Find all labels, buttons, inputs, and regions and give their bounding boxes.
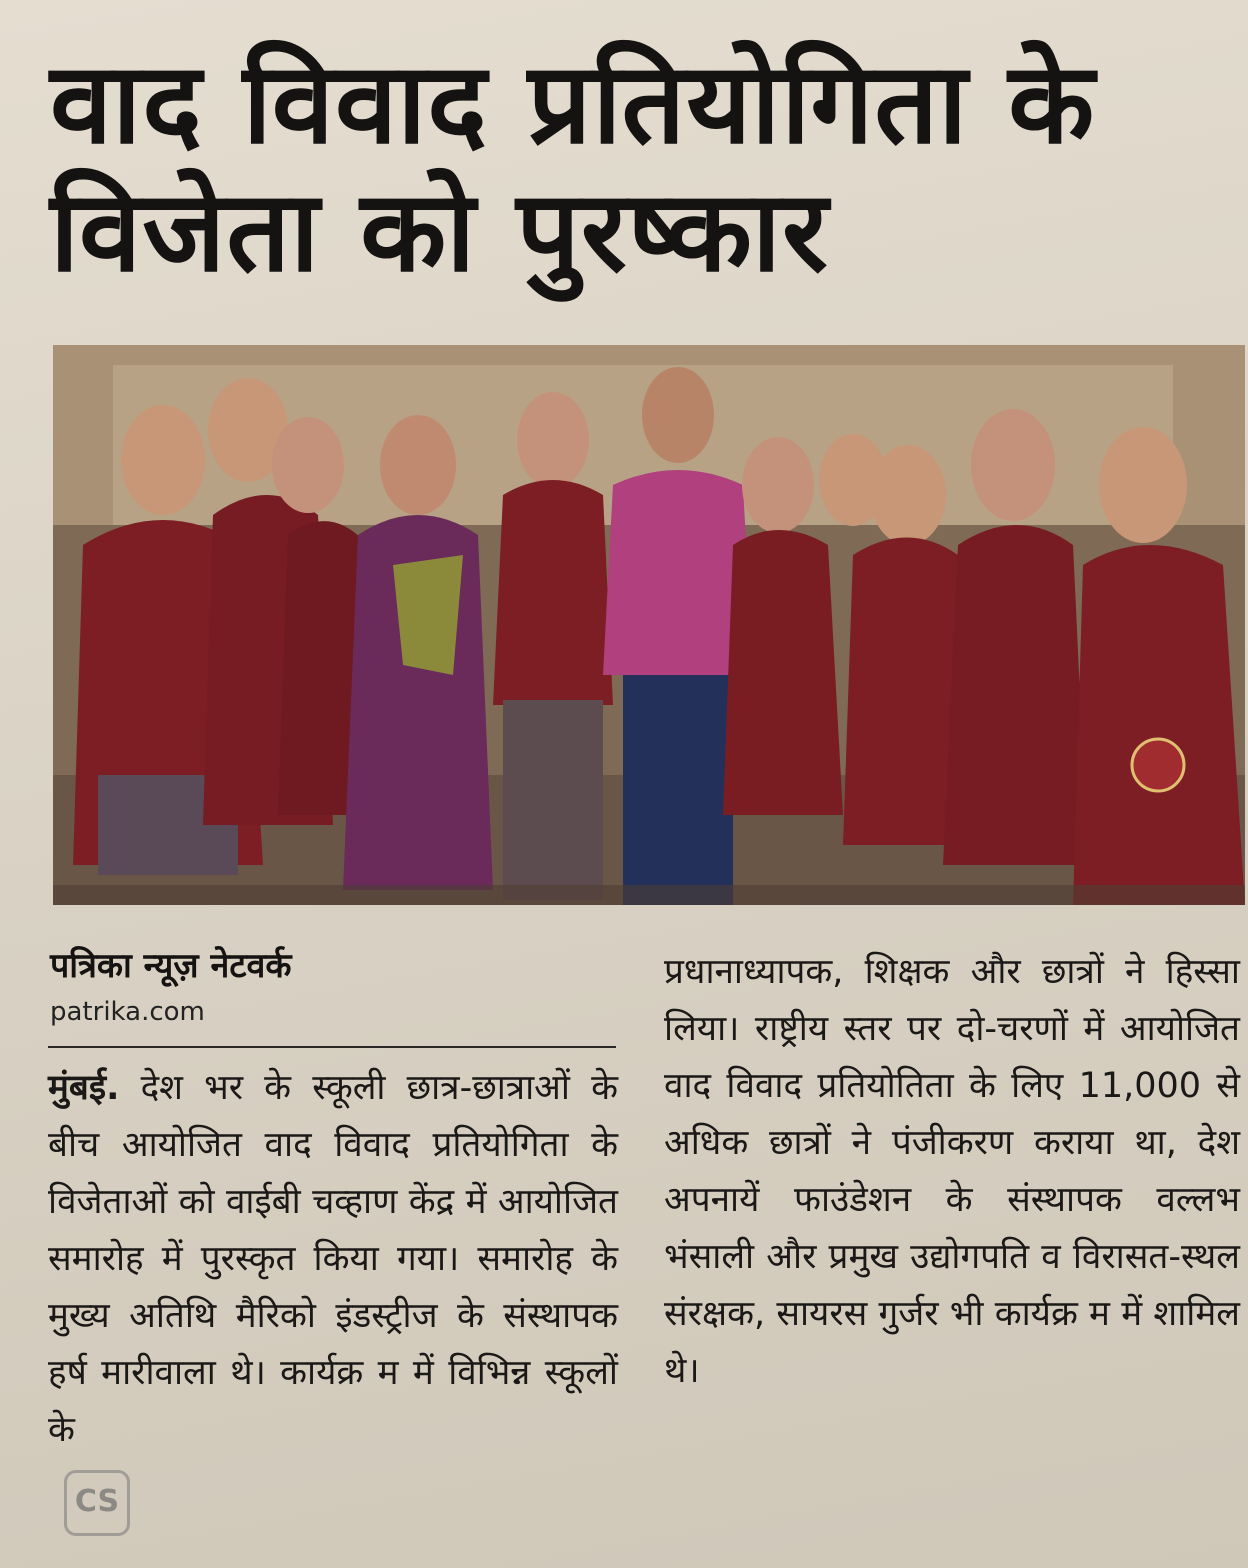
dateline: मुंबई. bbox=[48, 1068, 120, 1108]
byline: पत्रिका न्यूज़ नेटवर्क bbox=[50, 946, 292, 986]
article-column-1 bbox=[48, 1060, 618, 1459]
divider bbox=[48, 1046, 616, 1048]
column-1-text: देश भर के स्कूली छात्र-छात्राओं के बीच आयोजित वाद विवाद प्रतियोगिता के विजेताओं को वाईबी चव्हाण केंद्र में आयोजित समारोह में पुरस्कृत किया गया। समारोह के मुख्य अतिथि मैरिको इंडस्ट्रीज के संस्थापक हर्ष मारीवाला थे। कार्यक्र म में विभिन्न स्कूलों के bbox=[48, 1068, 618, 1450]
scanner-watermark-logo: CS bbox=[64, 1470, 130, 1536]
article-column-2 bbox=[664, 944, 1240, 1400]
headline: वाद विवाद प्रतियोगिता के विजेता को पुरष्कार bbox=[50, 39, 1096, 297]
group-photo bbox=[53, 345, 1245, 905]
group-photo-icon bbox=[53, 345, 1245, 905]
source-site: patrika.com bbox=[50, 997, 205, 1027]
column-2-text: प्रधानाध्यापक, शिक्षक और छात्रों ने हिस्सा लिया। राष्ट्रीय स्तर पर दो-चरणों में आयोजित वाद विवाद प्रतियोतिता के लिए 11,000 से अधिक छात्रों ने पंजीकरण कराया था, देश अपनायें फाउंडेशन के संस्थापक वल्लभ भंसाली और प्रमुख उद्योगपति व विरासत-स्थल संरक्षक, सायरस गुर्जर भी कार्यक्र म में शामिल थे। bbox=[664, 952, 1240, 1391]
